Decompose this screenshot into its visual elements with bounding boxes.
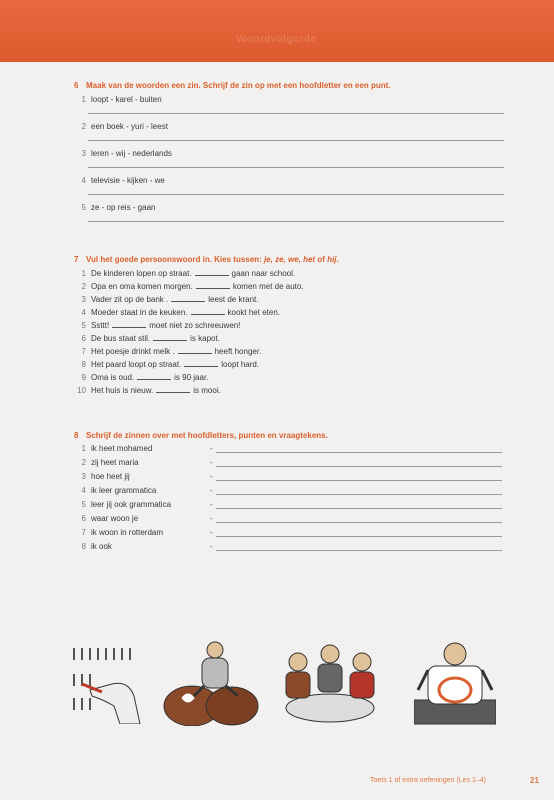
sentence-part-b: komen met de auto. <box>232 282 304 291</box>
item-text: hoe heet jij <box>91 472 130 481</box>
sentence-part-b: leest de krant. <box>208 295 259 304</box>
item-number: 1 <box>81 269 86 278</box>
item-number: 7 <box>81 528 86 537</box>
sentence-part-a: Oma is oud. <box>91 373 135 382</box>
page-number: 21 <box>530 776 539 785</box>
item-text: ik ook <box>91 542 112 551</box>
sentence-part-a: Het paard loopt op straat. <box>91 360 182 369</box>
item-text: een boek - yuri - leest <box>91 122 168 131</box>
list-item <box>74 307 280 317</box>
sentence-part-b: heeft honger. <box>214 347 262 356</box>
item-text: leer jij ook grammatica <box>91 500 172 509</box>
exercise-6-heading <box>74 81 391 90</box>
item-number: 5 <box>81 203 86 212</box>
fill-blank[interactable] <box>178 346 212 354</box>
dash: - <box>210 458 213 467</box>
exercise-8-heading <box>74 431 328 440</box>
sentence-part-a: Opa en oma komen morgen. <box>91 282 193 291</box>
item-number: 10 <box>77 386 86 395</box>
fill-blank[interactable] <box>191 307 225 315</box>
writing-line[interactable] <box>216 466 502 467</box>
exercise-7-heading <box>74 255 339 264</box>
instruction-of: of <box>315 255 328 264</box>
item-text: leren - wij - nederlands <box>91 149 172 158</box>
writing-line[interactable] <box>216 522 502 523</box>
exercise-instruction: Maak van de woorden een zin. Schrijf de zin op met een hoofdletter en een punt. <box>86 81 391 90</box>
sentence-part-b: kookt het eten. <box>227 308 280 317</box>
exercise-number: 8 <box>74 431 79 440</box>
list-item <box>74 359 259 369</box>
item-number: 3 <box>81 149 86 158</box>
list-item <box>74 95 162 104</box>
item-text: ik heet mohamed <box>91 444 153 453</box>
page-title: Woordvolgorde <box>236 34 318 45</box>
item-number: 4 <box>81 486 86 495</box>
dash: - <box>210 444 213 453</box>
list-item <box>74 458 139 467</box>
list-item <box>74 333 220 343</box>
dash: - <box>210 514 213 523</box>
list-item <box>74 472 130 481</box>
item-text: televisie - kijken - we <box>91 176 165 185</box>
writing-line[interactable] <box>88 113 504 114</box>
sentence-part-b: moet niet zo schreeuwen! <box>149 321 241 330</box>
man-on-money-bags-illustration <box>160 640 260 726</box>
list-item <box>74 444 152 453</box>
instruction-end: . <box>336 255 339 264</box>
exercise-instruction: Schrijf de zinnen over met hoofdletters, punten en vraagtekens. <box>86 431 328 440</box>
item-number: 2 <box>81 282 86 291</box>
list-item <box>74 281 304 291</box>
angry-man-at-desk-illustration <box>414 640 496 726</box>
item-text: waar woon je <box>91 514 139 523</box>
item-number: 7 <box>81 347 86 356</box>
list-item <box>74 294 258 304</box>
item-number: 4 <box>81 308 86 317</box>
fill-blank[interactable] <box>156 385 190 393</box>
sentence-part-a: Moeder staat in de keuken. <box>91 308 188 317</box>
item-number: 1 <box>81 444 86 453</box>
writing-line[interactable] <box>216 536 502 537</box>
footer-text: Toets 1 of extra oefeningen (Les 1–4) <box>370 777 486 784</box>
item-number: 3 <box>81 295 86 304</box>
sentence-part-a: De kinderen lopen op straat. <box>91 269 192 278</box>
header-banner <box>0 0 554 62</box>
sentence-part-b: loopt hard. <box>221 360 260 369</box>
item-number: 9 <box>81 373 86 382</box>
writing-line[interactable] <box>88 140 504 141</box>
sentence-part-b: is 90 jaar. <box>174 373 209 382</box>
people-at-round-table-illustration <box>276 640 384 724</box>
fill-blank[interactable] <box>137 372 171 380</box>
exercise-number: 6 <box>74 81 79 90</box>
sentence-part-b: gaan naar school. <box>231 269 296 278</box>
exercise-instruction: Vul het goede persoonswoord in. Kies tussen: <box>86 255 264 264</box>
list-item <box>74 122 168 131</box>
item-text: ze - op reis - gaan <box>91 203 156 212</box>
sentence-part-a: Vader zit op de bank . <box>91 295 169 304</box>
sentence-part-b: is mooi. <box>193 386 221 395</box>
writing-line[interactable] <box>88 167 504 168</box>
item-number: 5 <box>81 500 86 509</box>
item-number: 4 <box>81 176 86 185</box>
item-number: 1 <box>81 95 86 104</box>
dash: - <box>210 472 213 481</box>
item-number: 5 <box>81 321 86 330</box>
list-item <box>74 346 261 356</box>
list-item <box>74 500 171 509</box>
instruction-options: je, ze, we, het <box>263 255 316 264</box>
list-item <box>74 320 240 330</box>
fill-blank[interactable] <box>153 333 187 341</box>
fill-blank[interactable] <box>112 320 146 328</box>
sentence-part-a: Het huis is nieuw. <box>91 386 154 395</box>
tally-marks-hand-illustration <box>68 640 156 724</box>
sentence-part-b: is kapot. <box>190 334 220 343</box>
dash: - <box>210 486 213 495</box>
list-item <box>74 514 138 523</box>
item-number: 8 <box>81 360 86 369</box>
item-number: 2 <box>81 458 86 467</box>
list-item <box>74 542 112 551</box>
list-item <box>74 385 221 395</box>
writing-line[interactable] <box>88 221 504 222</box>
fill-blank[interactable] <box>171 294 205 302</box>
list-item <box>74 203 155 212</box>
list-item <box>74 372 208 382</box>
item-text: ik leer grammatica <box>91 486 157 495</box>
dash: - <box>210 542 213 551</box>
item-number: 8 <box>81 542 86 551</box>
list-item <box>74 486 156 495</box>
sentence-part-a: Ssttt! <box>91 321 110 330</box>
writing-line[interactable] <box>216 452 502 453</box>
writing-line[interactable] <box>88 194 504 195</box>
item-text: ik woon in rotterdam <box>91 528 164 537</box>
sentence-part-a: Het poesje drinkt melk . <box>91 347 175 356</box>
item-text: loopt - karel - buiten <box>91 95 162 104</box>
list-item <box>74 528 163 537</box>
dash: - <box>210 500 213 509</box>
writing-line[interactable] <box>216 480 502 481</box>
writing-line[interactable] <box>216 508 502 509</box>
fill-blank[interactable] <box>184 359 218 367</box>
fill-blank[interactable] <box>196 281 230 289</box>
item-text: zij heet maria <box>91 458 139 467</box>
item-number: 6 <box>81 514 86 523</box>
item-number: 6 <box>81 334 86 343</box>
sentence-part-a: De bus staat stil. <box>91 334 151 343</box>
dash: - <box>210 528 213 537</box>
fill-blank[interactable] <box>195 268 229 276</box>
item-number: 3 <box>81 472 86 481</box>
exercise-number: 7 <box>74 255 79 264</box>
item-number: 2 <box>81 122 86 131</box>
writing-line[interactable] <box>216 494 502 495</box>
list-item <box>74 176 165 185</box>
writing-line[interactable] <box>216 550 502 551</box>
instruction-last-option: hij <box>327 255 337 264</box>
list-item <box>74 268 295 278</box>
list-item <box>74 149 172 158</box>
